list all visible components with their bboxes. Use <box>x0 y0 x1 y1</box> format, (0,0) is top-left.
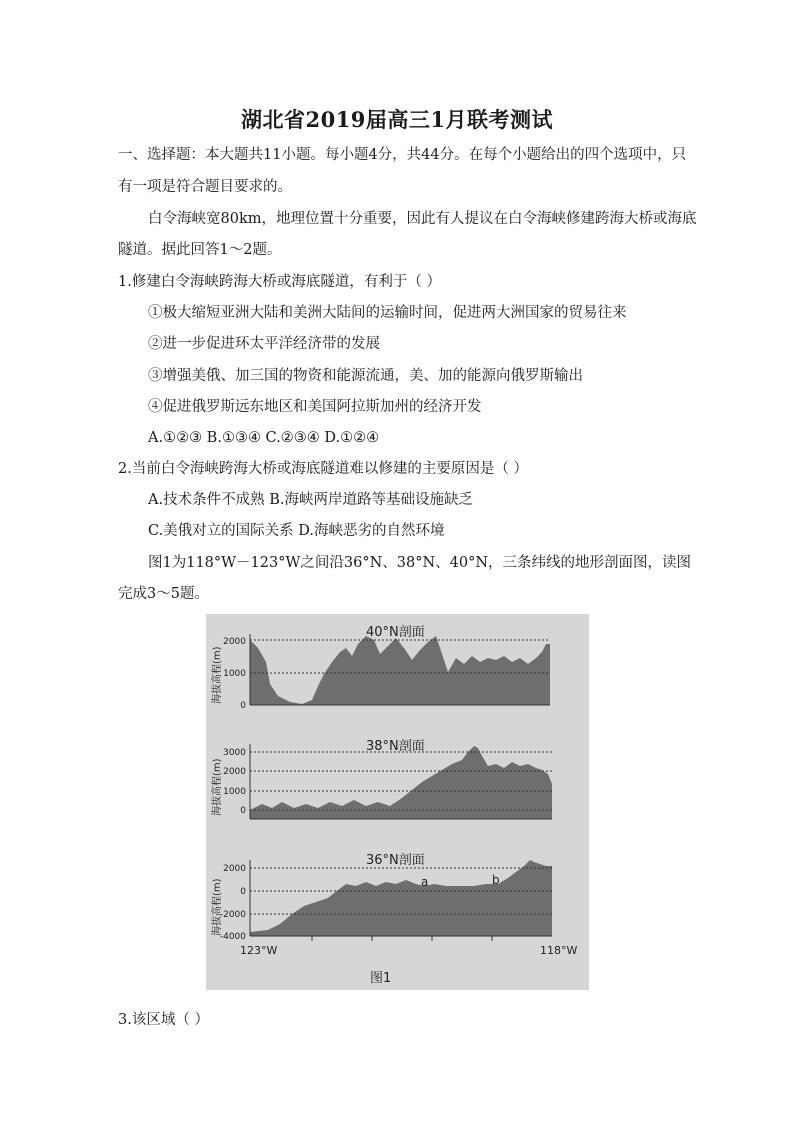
panel-40n-tick-1000: 1000 <box>223 669 246 679</box>
question-3-stem: 3.该区域（ ） <box>118 1012 209 1028</box>
question-1-item-1: ①极大缩短亚洲大陆和美洲大陆间的运输时间，促进两大洲国家的贸易往来 <box>148 305 627 321</box>
panel-36n-title: 36°N剖面 <box>366 853 425 868</box>
question-2-options-ab: A.技术条件不成熟 B.海峡两岸道路等基础设施缺乏 <box>148 492 473 508</box>
profile-36n <box>250 860 552 936</box>
panel-40n-title: 40°N剖面 <box>366 625 425 640</box>
profile-40n <box>250 636 550 705</box>
terrain-profile-figure <box>206 614 589 990</box>
section-instructions: 一、选择题：本大题共11小题。每小题4分，共44分。在每个小题给出的四个选项中，只 <box>118 147 687 163</box>
panel-38n-tick-0: 0 <box>240 806 246 816</box>
passage-1: 白令海峡宽80km，地理位置十分重要，因此有人提议在白令海峡修建跨海大桥或海底 <box>148 211 697 227</box>
panel-36n-ylabel: 海拔高程(m) <box>212 878 223 936</box>
panel-38n <box>210 738 552 819</box>
panel-36n <box>210 852 577 986</box>
panel-38n-tick-1000: 1000 <box>223 787 246 797</box>
x-axis-left-label: 123°W <box>240 944 278 957</box>
question-2-stem: 2.当前白令海峡跨海大桥或海底隧道难以修建的主要原因是（ ） <box>118 461 528 477</box>
x-axis-right-label: 118°W <box>540 944 578 957</box>
panel-40n-tick-0: 0 <box>240 701 246 711</box>
panel-36n-tick-0: 0 <box>240 887 246 897</box>
panel-36n-tick-2000: 2000 <box>223 864 246 874</box>
section-instructions-cont: 有一项是符合题目要求的。 <box>118 179 292 195</box>
panel-36n-label-a: a <box>421 875 429 889</box>
passage-2: 图1为118°W－123°W之间沿36°N、38°N、40°N，三条纬线的地形剖面图，读图 <box>148 555 692 571</box>
question-1-options: A.①②③ B.①③④ C.②③④ D.①②④ <box>148 430 380 446</box>
panel-40n <box>210 624 550 711</box>
panel-38n-tick-2000: 2000 <box>223 767 246 777</box>
panel-36n-tick-neg4000: -4000 <box>219 932 246 942</box>
question-1-item-4: ④促进俄罗斯远东地区和美国阿拉斯加州的经济开发 <box>148 399 482 415</box>
page-title: 湖北省2019届高三1月联考测试 <box>240 107 554 132</box>
question-1-stem: 1.修建白令海峡跨海大桥或海底隧道，有利于（ ） <box>118 274 441 290</box>
panel-36n-tick-neg2000: -2000 <box>219 910 246 920</box>
panel-36n-label-b: b <box>492 873 500 887</box>
profile-38n <box>250 746 552 819</box>
panel-38n-title: 38°N剖面 <box>366 739 425 754</box>
panel-40n-ylabel: 海拔高程(m) <box>212 646 223 704</box>
passage-1-cont: 隧道。据此回答1～2题。 <box>118 242 282 258</box>
passage-2-cont: 完成3～5题。 <box>118 586 209 602</box>
question-1-item-3: ③增强美俄、加三国的物资和能源流通，美、加的能源向俄罗斯输出 <box>148 368 583 384</box>
panel-38n-tick-3000: 3000 <box>223 748 246 758</box>
question-2-options-cd: C.美俄对立的国际关系 D.海峡恶劣的自然环境 <box>148 523 445 539</box>
question-1-item-2: ②进一步促进环太平洋经济带的发展 <box>148 336 380 352</box>
panel-40n-tick-2000: 2000 <box>223 637 246 647</box>
figure-caption: 图1 <box>370 971 392 986</box>
panel-38n-ylabel: 海拔高程(m) <box>212 758 223 816</box>
